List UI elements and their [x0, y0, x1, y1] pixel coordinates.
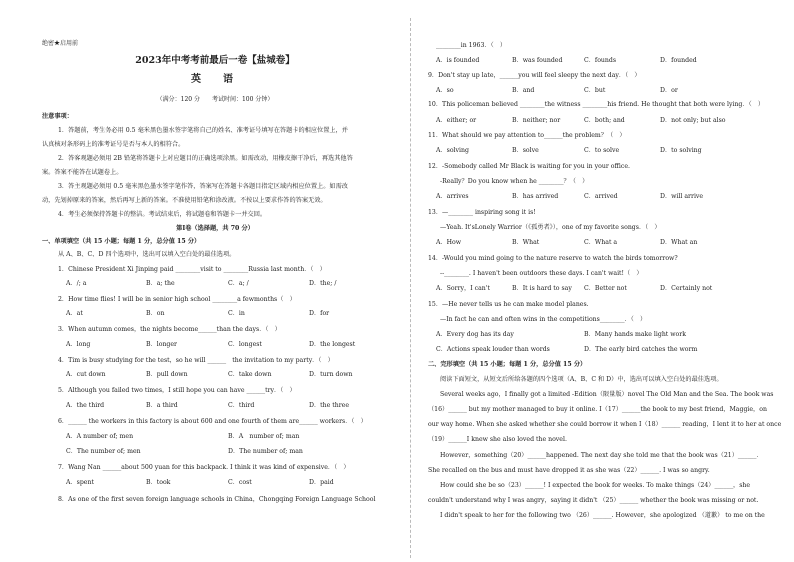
option: C．arrived [584, 193, 618, 200]
option: C．in [228, 310, 245, 317]
option: B．A number of; man [228, 433, 300, 440]
option: D．Certainly not [660, 285, 713, 292]
option: D．to solving [660, 147, 702, 154]
question-10: 10．This policeman believed ________the witness ________his friend. He thought that both were lying．（ ） [428, 101, 765, 108]
option: D．will arrive [660, 193, 704, 200]
question-11: 11．What should we pay attention to______the problem？（ ） [428, 132, 626, 139]
option: C．to solve [584, 147, 620, 154]
option: D．The early bird catches the worm [584, 346, 698, 353]
question-1: 1．Chinese President Xi Jinping paid ________visit to ________Russia last month．（ ） [58, 266, 326, 273]
question-14: 14．-Would you mind going to the nature reserve to watch the birds tomorrow? [428, 255, 678, 262]
option: B．Many hands make light work [584, 331, 686, 338]
question-15-reply: —In fact he can and often wins in the competitions________．（ ） [440, 316, 647, 323]
question-3: 3．When autumn comes，the nights become______than the days．（ ） [58, 326, 281, 333]
part-one-heading: 第Ⅰ卷（选择题，共 70 分） [176, 225, 254, 232]
passage-line: 阅读下面短文，从短文后所给各题的四个选项（A、B、C 和 D）中，选出可以填入空白处的最佳选项。 [440, 376, 723, 383]
option: C．cost [228, 479, 252, 486]
option: A．is founded [436, 57, 480, 64]
question-6: 6．______ the workers in this factory is about 600 and one fourth of them are______ workers．（ ） [58, 418, 367, 425]
left-column [30, 0, 400, 562]
option: A．so [436, 87, 454, 94]
option: D．turn down [309, 371, 353, 378]
passage-line: our way home. When she asked whether she could borrow it when I（18）______ reading，I lent it to her at once [428, 421, 782, 428]
option: B．on [146, 310, 165, 317]
option: A．Every dog has its day [436, 331, 514, 338]
option: B．a; the [146, 280, 175, 287]
option: A．A number of; men [66, 433, 134, 440]
option: D．not only; but also [660, 117, 726, 124]
notice-line: 3．答主观题必须用 0.5 毫米黑色墨水签字笔作答，答案写在答题卡各题目指定区域内相应位置上。如需改 [58, 183, 348, 190]
option: B．a third [146, 402, 178, 409]
notice-line: 案。答案不能答在试题卷上。 [42, 169, 123, 176]
option: D．or [660, 87, 678, 94]
section-one-instruction: 从 A、B、C、D 四个选项中，选出可以填入空白处的最佳选项。 [58, 251, 236, 258]
option: A．cut down [66, 371, 106, 378]
question-12-reply: -Really？Do you know when he ________？（ ） [440, 178, 589, 185]
option: D．The number of; man [228, 448, 303, 455]
column-divider [410, 18, 411, 558]
option: C．The number of; men [66, 448, 141, 455]
exam-title: 2023年中考考前最后一卷【盐城卷】 [135, 55, 295, 66]
option: C．take down [228, 371, 272, 378]
option: D．paid [309, 479, 334, 486]
option: B．longer [146, 341, 178, 348]
section-one-heading: 一、单项填空（共 15 小题；每题 1 分，总分值 15 分） [42, 238, 201, 245]
option: A．Sorry，I can't [436, 285, 490, 292]
question-8-continued: ________in 1963．（ ） [436, 42, 507, 49]
notice-line: 4．考生必须保持答题卡的整洁。考试结束后，将试题卷和答题卡一并交回。 [58, 211, 267, 218]
option: C．What a [584, 239, 618, 246]
exam-meta: （满分：120 分 考试时间：100 分钟） [156, 96, 274, 103]
option: C．both; and [584, 117, 625, 124]
option: A．at [66, 310, 83, 317]
option: A．arrives [436, 193, 469, 200]
subject-title: 英 语 [191, 74, 239, 85]
option: D．founded [660, 57, 697, 64]
section-two-heading: 二、完形填空（共 15 小题；每题 1 分，总分值 15 分） [428, 361, 587, 368]
right-column [424, 0, 794, 562]
secret-mark: 绝密★启用前 [42, 40, 79, 47]
option: D．What an [660, 239, 698, 246]
passage-line: How could she be so（23）______! I expected the book for weeks. To make things（24）______，she [440, 482, 751, 489]
option: B．and [512, 87, 535, 94]
question-5: 5．Although you failed two times，I still hope you can have ______try．（ ） [58, 387, 296, 394]
passage-line: couldn't understand why I was angry，saying it didn't （25）______ whether the book was missing or not. [428, 497, 759, 504]
passage-line: She recalled on the bus and must have dropped it as she was（22）______. I was so angry. [428, 467, 710, 474]
option: D．the longest [309, 341, 356, 348]
option: B．was founded [512, 57, 563, 64]
passage-line: Several weeks ago，I finally got a limited -Edition（限量版）novel The Old Man and the Sea. The book was [440, 391, 774, 398]
question-9: 9．Don't stay up late，______you will feel sleepy the next day．（ ） [428, 72, 641, 79]
option: C．longest [228, 341, 262, 348]
notice-line: 认真核对条形码上的准考证号是否与本人的相符合。 [42, 141, 185, 148]
passage-line: I didn't speak to her for the following two （26）______. However，she apologized （道歉） to me on the [440, 512, 765, 519]
option: A．long [66, 341, 91, 348]
option: C．Actions speak louder than words [436, 346, 550, 353]
option: C．a; / [228, 280, 249, 287]
option: A．the third [66, 402, 105, 409]
option: C．Better not [584, 285, 627, 292]
option: C．third [228, 402, 255, 409]
option: A．/; a [66, 280, 87, 287]
question-13-reply: —Yeah. It'sLonely Warrior（《孤勇者》），one of my favorite songs．（ ） [440, 224, 661, 231]
option: B．has arrived [512, 193, 559, 200]
notice-line: 动，先划掉原来的答案，然后再写上新的答案。不准使用铅笔和涂改液。不按以上要求作答的答案无效。 [42, 197, 327, 204]
question-8: 8．As one of the first seven foreign language schools in China，Chongqing Foreign Language School [58, 496, 376, 503]
option: B．took [146, 479, 171, 486]
notice-line: 2．答客观题必须用 2B 铅笔将答题卡上对应题目的正确选项涂黑。如需改动，用橡皮擦干净后，再选其他答 [58, 155, 353, 162]
option: A．spent [66, 479, 94, 486]
option: B．pull down [146, 371, 188, 378]
passage-line: （16）______ but my mother managed to buy it online. I（17）______the book to my best friend，Maggie，on [428, 406, 767, 413]
question-14-reply: --________. I haven't been outdoors these days. I can't wait!（ ） [440, 270, 643, 277]
question-12: 12．-Somebody called Mr Black is waiting for you in your office. [428, 163, 630, 170]
question-7: 7．Wang Nan ______about 500 yuan for this backpack. I think it was kind of expensive．（ ） [58, 464, 350, 471]
option: A．either; or [436, 117, 477, 124]
option: D．the; / [309, 280, 337, 287]
option: B．solve [512, 147, 539, 154]
notice-line: 1．答题前，考生务必用 0.5 毫米黑色墨水签字笔将自己的姓名、准考证号填写在答题卡的相应位置上，并 [58, 127, 348, 134]
option: C．founds [584, 57, 617, 64]
question-2: 2．How time flies! I will be in senior high school ________a fewmonths（ ） [58, 296, 296, 303]
option: B．neither; nor [512, 117, 561, 124]
question-4: 4．Tim is busy studying for the test，so he will ______ the invitation to my party．（ ） [58, 357, 334, 364]
notice-heading: 注意事项： [42, 113, 73, 120]
option: B．What [512, 239, 540, 246]
option: A．solving [436, 147, 469, 154]
option: D．for [309, 310, 330, 317]
option: D．the three [309, 402, 350, 409]
passage-line: However，something（20）______happened. The next day she told me that the book was（21）______． [440, 452, 763, 459]
question-13: 13．—________ inspiring song it is! [428, 209, 536, 216]
option: A．How [436, 239, 462, 246]
question-15: 15．—He never tells us he can make model planes. [428, 301, 589, 308]
passage-line: （19）______I knew she also loved the novel. [428, 436, 567, 443]
option: C．but [584, 87, 606, 94]
option: B．It is hard to say [512, 285, 572, 292]
